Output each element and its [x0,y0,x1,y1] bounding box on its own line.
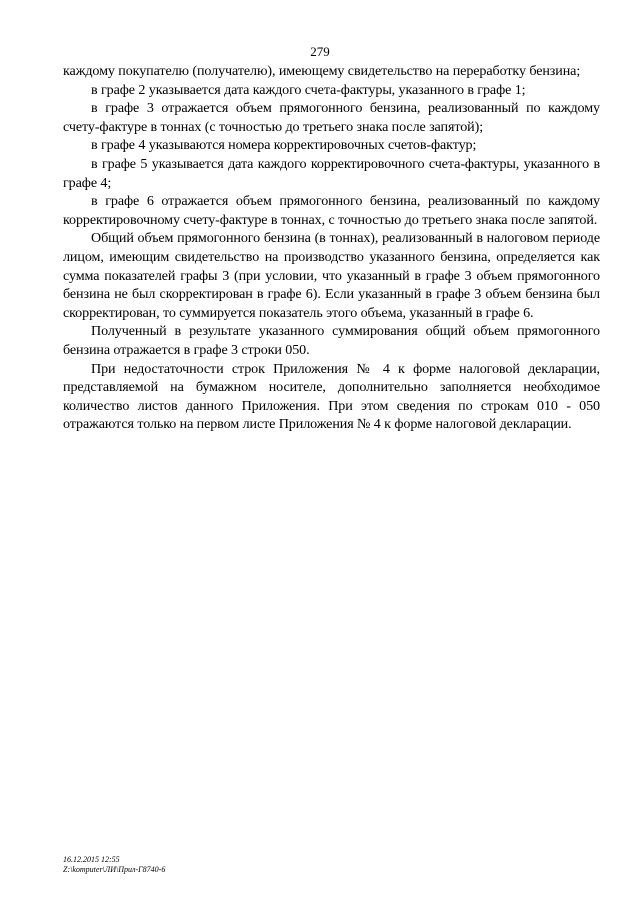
footer-stamp [63,855,165,875]
footer-file-path: Z:\komputer\ЛИ\Прил-Г8740-6 [63,865,166,874]
paragraph-insufficient-lines: При недостаточности строк Приложения № 4 к форме налоговой декларации, представляемой на бумажном носителе, дополнительно заполняется необходимое количество листов данного Приложения. При этом сведения по строкам 010 - 050 отражаются только на первом листе Приложения № 4 к форме налоговой декларации. [63,360,600,433]
footer-timestamp: 16.12.2015 12:55 [63,855,120,864]
paragraph-column-4: в графе 4 указываются номера корректировочных счетов-фактур; [91,137,477,154]
paragraph-column-5: в графе 5 указывается дата каждого корректировочного счета-фактуры, указанного в графе 4; [63,155,600,191]
paragraph-total-volume: Общий объем прямогонного бензина (в тоннах), реализованный в налоговом периоде лицом, имеющим свидетельство на производство указанного бензина, определяется как сумма показателей графы 3 (при условии, что указанный в графе 3 объем прямогонного бензина не был скорректирован в графе 6). Если указанный в графе 3 объем бензина был скорректирован, то суммируется показатель этого объема, указанный в графе 6. [63,230,600,321]
document-body [63,62,600,434]
paragraph-column-3: в графе 3 отражается объем прямогонного бензина, реализованный по каждому счету-фактуре в тоннах (с точностью до третьего знака после запятой); [63,100,600,135]
paragraph-column-2: в графе 2 указывается дата каждого счета-фактуры, указанного в графе 1; [91,81,526,98]
paragraph-continuation: каждому покупателю (получателю), имеющему свидетельство на переработку бензина; [63,63,581,79]
page-number: 279 [310,44,330,59]
paragraph-column-6: в графе 6 отражается объем прямогонного бензина, реализованный по каждому корректировочному счету-фактуре в тоннах, с точностью до третьего знака после запятой. [63,193,600,228]
paragraph-summation-result: Полученный в результате указанного суммирования общий объем прямогонного бензина отражается в графе 3 строки 050. [63,323,600,358]
